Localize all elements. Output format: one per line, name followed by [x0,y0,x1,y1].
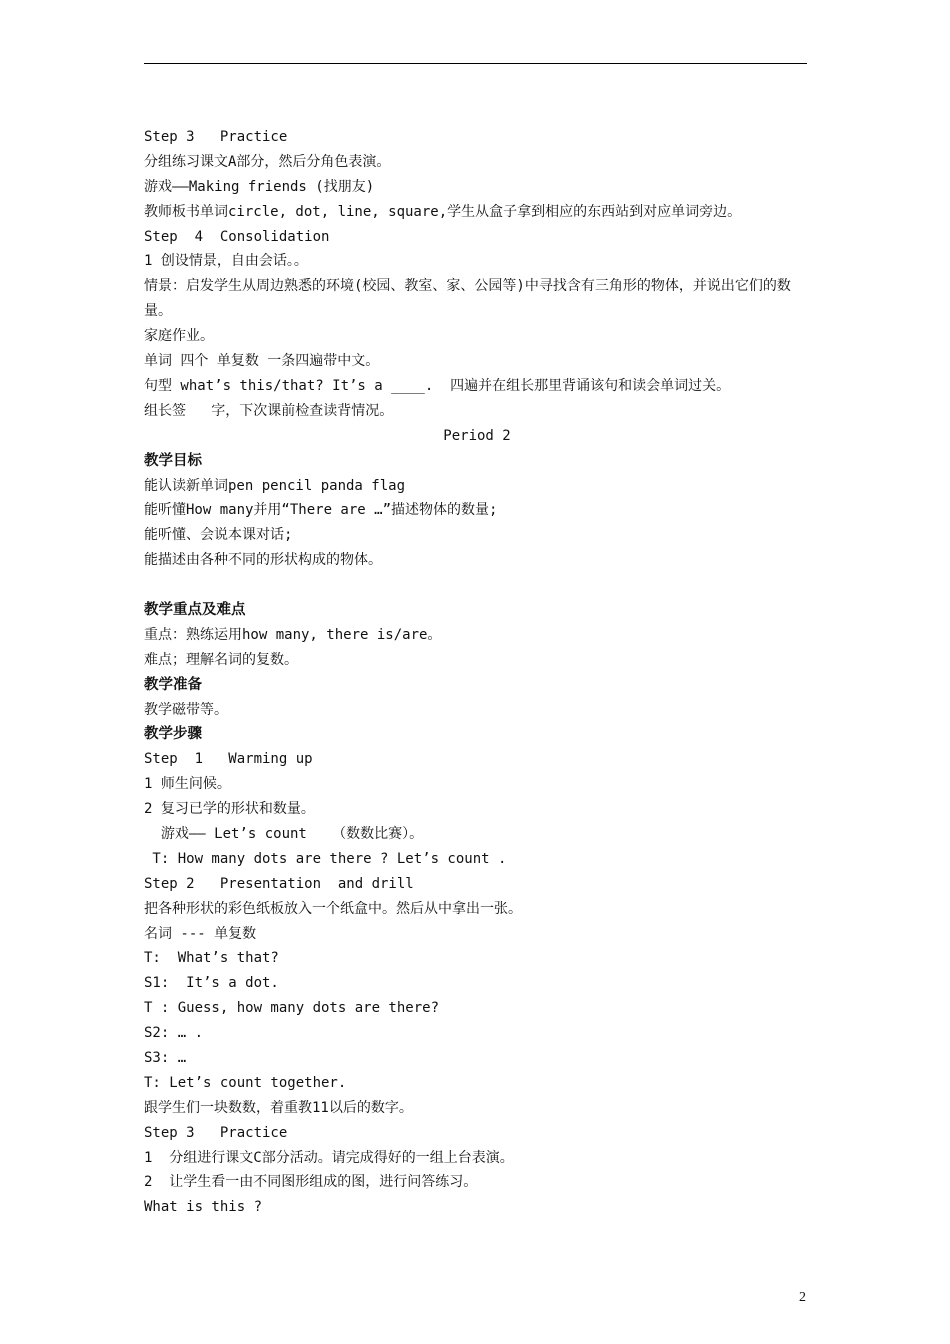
text-line: T: What’s that? [144,950,279,967]
text-line: S1: It’s a dot. [144,975,279,992]
text-line: 把各种形状的彩色纸板放入一个纸盒中。然后从中拿出一张。 [144,900,522,917]
text-line: 句型 what’s this/that? It’s a ____. 四遍并在组长那里背诵该句和读会单词过关。 [144,377,731,394]
text-line: 能描述由各种不同的形状构成的物体。 [144,552,382,569]
blank-line [144,573,810,598]
text-line: Step 1 Warming up [144,751,313,768]
text-line: 家庭作业。 [144,328,214,345]
section-heading: 教学步骤 [144,726,202,743]
text-line: 游戏—— Let’s count （数数比赛）。 [144,825,424,842]
text-line: 名词 --- 单复数 [144,925,257,942]
text-line: 游戏——Making friends (找朋友) [144,178,375,195]
text-line: S3: … [144,1049,187,1066]
text-line: T: Let’s count together. [144,1074,347,1091]
text-line: Step 2 Presentation and drill [144,875,414,892]
text-line: 能听懂、会说本课对话; [144,527,293,544]
text-line: Period 2 [443,427,511,444]
section-heading: 教学目标 [144,452,202,469]
text-line: 单词 四个 单复数 一条四遍带中文。 [144,353,380,370]
page-number: 2 [799,1290,806,1305]
section-heading: 教学准备 [144,676,202,693]
text-line: Step 3 Practice [144,1124,288,1141]
text-line: What is this ? [144,1199,263,1216]
text-line: 跟学生们一块数数，着重教11以后的数字。 [144,1099,413,1116]
text-line: 组长签 字，下次课前检查读背情况。 [144,402,394,419]
text-line: 能听懂How many并用“There are …”描述物体的数量; [144,502,498,519]
document-body [144,125,810,1220]
text-line: 难点；理解名词的复数。 [144,651,298,668]
section-heading: 教学重点及难点 [144,601,246,618]
header-rule [144,63,807,64]
text-line: 1 创设情景，自由会话。。 [144,253,308,270]
text-line: 2 复习已学的形状和数量。 [144,801,315,818]
text-line: Step 3 Practice [144,129,288,145]
text-line: T : Guess, how many dots are there? [144,1000,440,1017]
text-line: 情景：启发学生从周边熟悉的环境(校园、教室、家、公园等)中寻找含有三角形的物体，并说出它们的数量。 [144,278,791,320]
text-line: 能认读新单词pen pencil panda flag [144,477,406,494]
text-line: 1 分组进行课文C部分活动。请完成得好的一组上台表演。 [144,1149,514,1166]
text-line: Step 4 Consolidation [144,228,330,245]
text-line: 分组练习课文A部分，然后分角色表演。 [144,153,391,170]
text-line: 2 让学生看一由不同图形组成的图，进行问答练习。 [144,1174,478,1191]
text-line: 1 师生问候。 [144,776,231,793]
text-line: 教学磁带等。 [144,701,228,718]
text-line: 教师板书单词circle, dot, line, square,学生从盒子拿到相应的东西站到对应单词旁边。 [144,203,742,220]
text-line: S2: … . [144,1025,204,1042]
text-line: 重点：熟练运用how many, there is/are。 [144,626,442,643]
text-line: T: How many dots are there ? Let’s count . [144,850,507,867]
